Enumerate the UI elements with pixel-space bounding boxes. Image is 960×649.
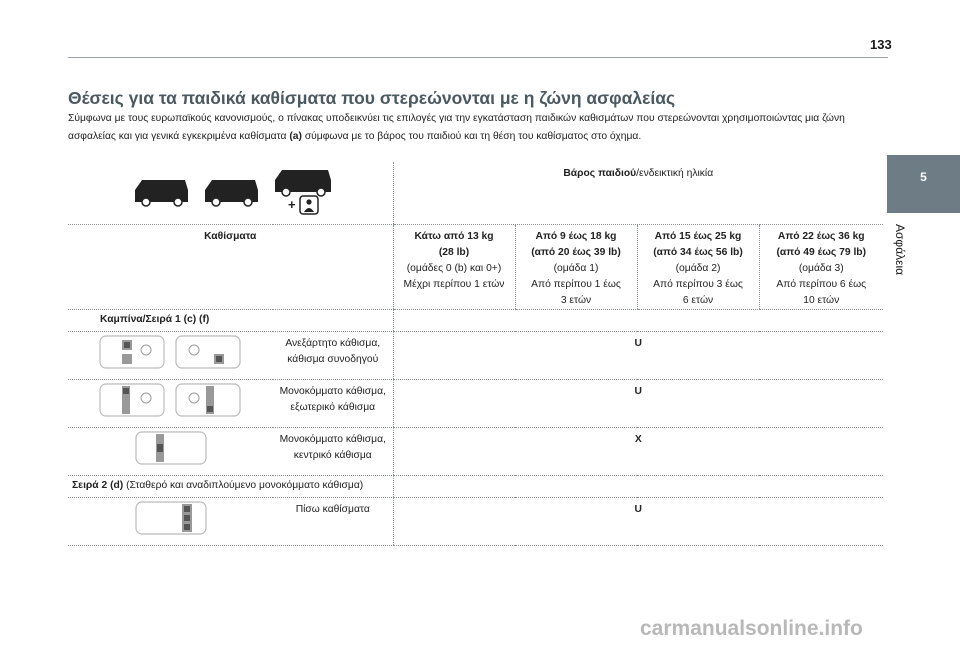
group-2-header: Από 15 έως 25 kg (από 34 έως 56 lb) (ομάδα 2) Από περίπου 3 έως 6 ετών [637,224,759,309]
seat-layout-icon [96,498,246,538]
seat-type-rear: Πίσω καθίσματα [273,497,393,545]
intro-ref: (a) [289,131,302,142]
chapter-title: Ασφάλεια [893,224,907,276]
intro-paragraph [68,110,883,146]
vans-icon [110,168,350,218]
seat-type-2: Μονοκόμματο κάθισμα, εξωτερικό κάθισμα [273,379,393,427]
page-title: Θέσεις για τα παιδικά καθίσματα που στερεώνονται με η ζώνη ασφαλείας [68,88,676,108]
chapter-number: 5 [920,170,927,184]
weight-header-rest: /ενδεικτική ηλικία [636,168,714,179]
seat-value-1: U [393,331,883,379]
row2-section-header: Σειρά 2 (d) (Σταθερό και αναδιπλούμενο μονοκόμματο κάθισμα) [68,475,393,497]
seat-layout-icon [96,380,246,420]
intro-text-1: Σύμφωνα με τους ευρωπαϊκούς κανονισμούς, ο πίνακας υποδεικνύει τις επιλογές για την εγκατάσταση παιδικών καθισμάτων που στερεώνονται χρησιμοποιώντας μια ζώνη ασφαλείας και για γενικά εγκεκριμένα καθίσματα [68,113,845,142]
seat-diagram-outer-bench [68,379,273,427]
chapter-label [887,224,913,294]
seat-diagram-center-bench [68,427,273,475]
seat-diagram-passenger [68,331,273,379]
weight-header [393,162,883,224]
group-1-header: Από 9 έως 18 kg (από 20 έως 39 lb) (ομάδα 1) Από περίπου 1 έως 3 ετών [515,224,637,309]
page-number: 133 [870,37,892,52]
watermark: carmanualsonline.info [640,617,863,640]
seat-type-1: Ανεξάρτητο κάθισμα, κάθισμα συνοδηγού [273,331,393,379]
vehicle-icons-cell [68,162,393,224]
seat-layout-icon [96,332,246,372]
weight-header-label: Βάρος παιδιού [563,168,637,179]
seat-value-3: X [393,427,883,475]
row1-section-header: Καμπίνα/Σειρά 1 (c) (f) [68,309,393,331]
group-0-header: Κάτω από 13 kg (28 lb) (ομάδες 0 (b) και 0+) Μέχρι περίπου 1 ετών [393,224,515,309]
group-3-header: Από 22 έως 36 kg (από 49 έως 79 lb) (ομάδα 3) Από περίπου 6 έως 10 ετών [759,224,883,309]
intro-text-2: σύμφωνα με το βάρος του παιδιού και τη θέση του καθίσματος στο όχημα. [301,131,642,142]
top-rule [68,57,888,58]
seat-type-3: Μονοκόμματο κάθισμα, κεντρικό κάθισμα [273,427,393,475]
seat-diagram-rear [68,497,273,545]
plus-sign: + [288,197,296,212]
seat-value-2: U [393,379,883,427]
seats-header: Καθίσματα [68,224,393,309]
chapter-tab[interactable] [887,155,960,213]
seat-layout-icon [96,428,246,468]
child-seat-table [68,162,883,546]
seat-value-rear: U [393,497,883,545]
